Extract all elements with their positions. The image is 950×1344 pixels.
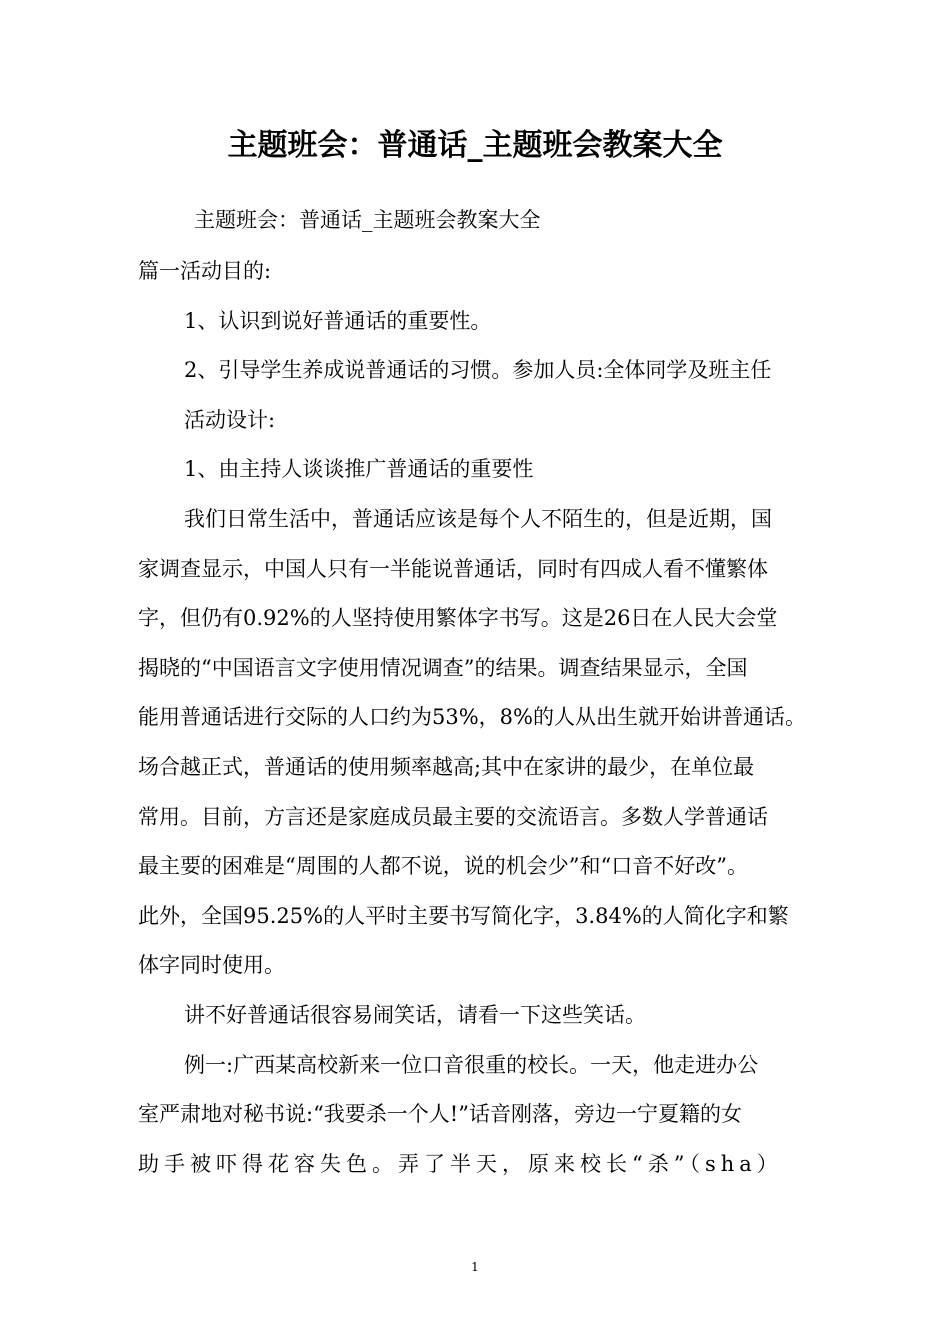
paragraph-line: 讲不好普通话很容易闹笑话，请看一下这些笑话。 (184, 1003, 646, 1027)
paragraph-line: 例一:广西某高校新来一位口音很重的校长。一天，他走进办公 (184, 1053, 759, 1077)
subtitle-line: 主题班会：普通话_主题班会教案大全 (194, 208, 541, 232)
paragraph-line: 家调查显示，中国人只有一半能说普通话，同时有四成人看不懂繁体 (138, 557, 768, 581)
section-heading: 活动设计: (184, 408, 276, 432)
list-item: 1、由主持人谈谈推广普通话的重要性 (184, 457, 534, 481)
paragraph-line: 常用。目前，方言还是家庭成员最主要的交流语言。多数人学普通话 (138, 805, 768, 829)
paragraph-line: 字，但仍有0.92%的人坚持使用繁体字书写。这是26日在人民大会堂 (138, 606, 778, 630)
paragraph-line: 体字同时使用。 (138, 953, 285, 977)
paragraph-line: 我们日常生活中，普通话应该是每个人不陌生的，但是近期，国 (184, 507, 772, 531)
paragraph-line: 揭晓的“中国语言文字使用情况调查”的结果。调查结果显示，全国 (138, 656, 748, 680)
paragraph-line: 能用普通话进行交际的人口约为53%，8%的人从出生就开始讲普通话。 (138, 705, 806, 729)
paragraph-line: 室严肃地对秘书说:“我要杀一个人!”话音刚落，旁边一宁夏籍的女 (138, 1102, 742, 1126)
section-heading: 篇一活动目的: (138, 259, 272, 283)
paragraph-line: 场合越正式，普通话的使用频率越高;其中在家讲的最少，在单位最 (138, 755, 755, 779)
paragraph-line: 助手被吓得花容失色。弄了半天，原来校长“杀”（sha） (138, 1152, 783, 1176)
page-number: 1 (471, 1260, 479, 1274)
document-title: 主题班会：普通话_主题班会教案大全 (227, 128, 723, 163)
list-item: 1、认识到说好普通话的重要性。 (184, 309, 492, 333)
list-item: 2、引导学生养成说普通话的习惯。参加人员:全体同学及班主任 (184, 358, 772, 382)
paragraph-line: 此外，全国95.25%的人平时主要书写简化字，3.84%的人简化字和繁 (138, 904, 789, 928)
paragraph-line: 最主要的困难是“周围的人都不说，说的机会少”和“口音不好改”。 (138, 854, 748, 878)
